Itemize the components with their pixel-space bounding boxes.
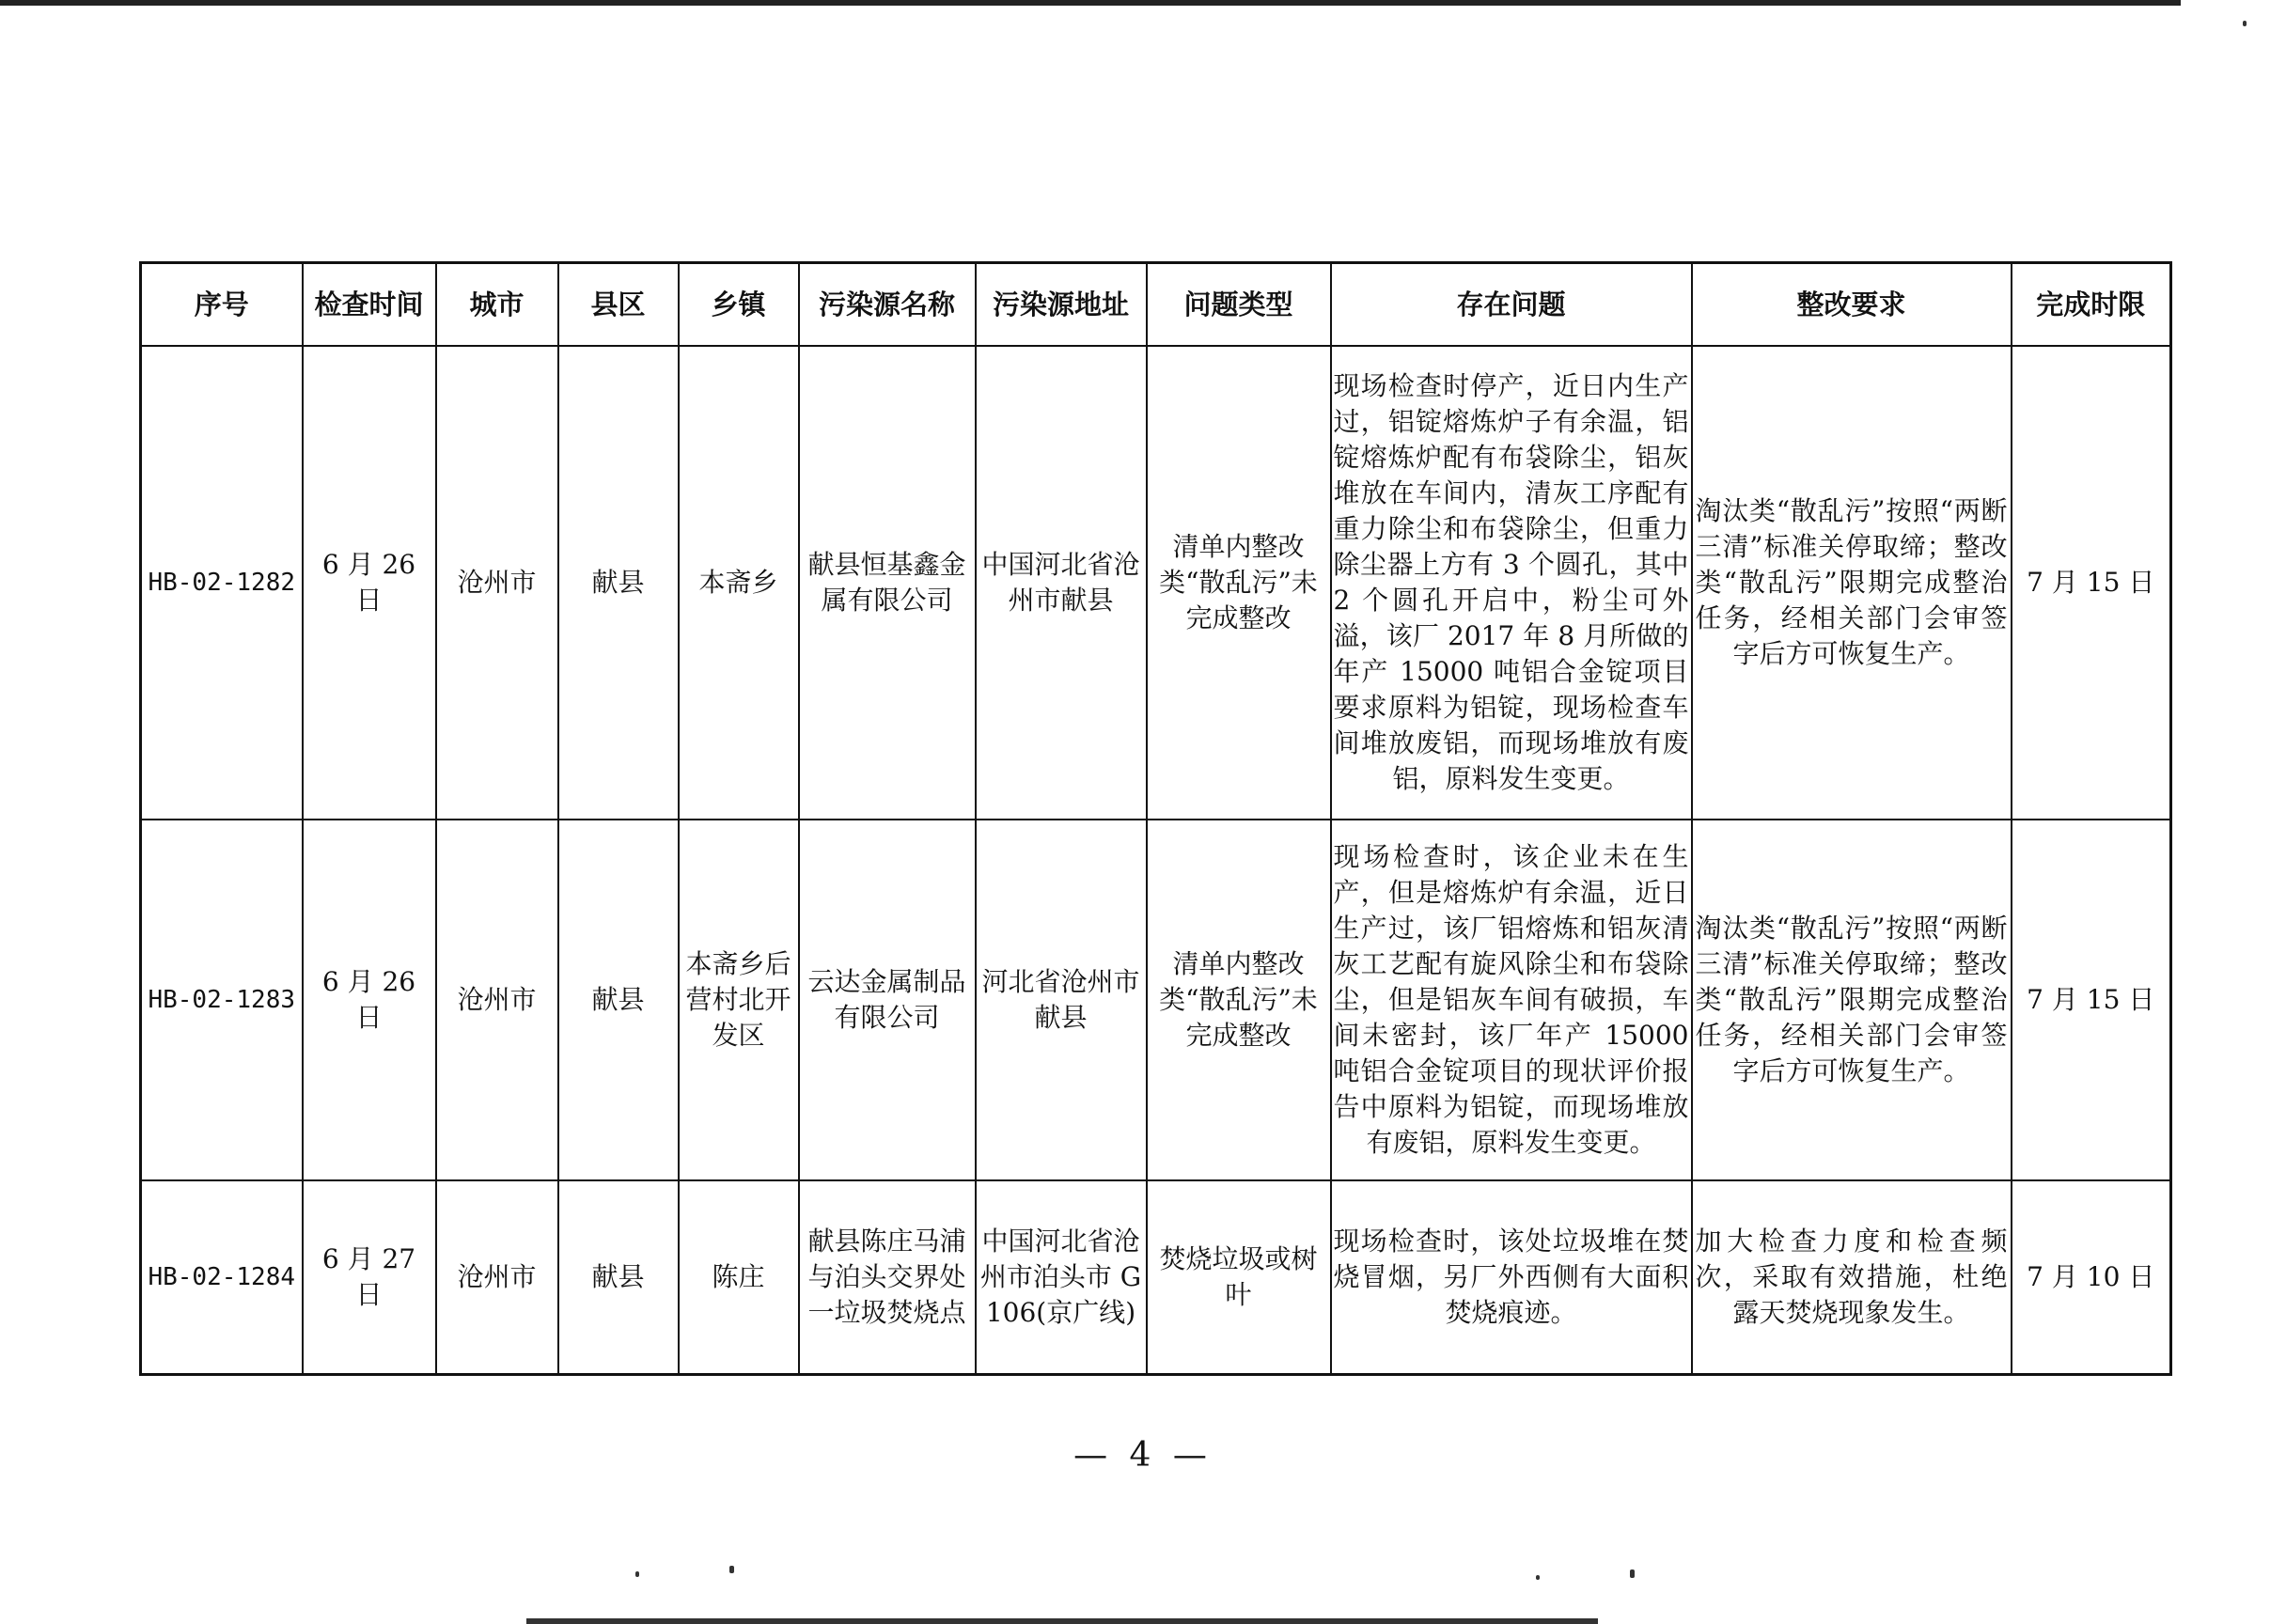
scan-speck — [1536, 1575, 1540, 1580]
cell-city: 沧州市 — [436, 1180, 558, 1374]
inspection-table — [139, 261, 2172, 1376]
cell-deadline: 7 月 15 日 — [2012, 346, 2171, 820]
header-county: 县区 — [558, 263, 679, 347]
cell-requirement: 淘汰类“散乱污”按照“两断三清”标准关停取缔；整改类“散乱污”限期完成整治任务，经相关部门会审签字后方可恢复生产。 — [1692, 346, 2012, 820]
cell-serial: HB-02-1284 — [141, 1180, 303, 1374]
table-header-row — [141, 263, 2171, 347]
cell-serial: HB-02-1283 — [141, 820, 303, 1180]
header-serial: 序号 — [141, 263, 303, 347]
header-issue-type: 问题类型 — [1147, 263, 1331, 347]
cell-source-name: 献县恒基鑫金属有限公司 — [799, 346, 976, 820]
cell-county: 献县 — [558, 1180, 679, 1374]
header-inspection-date: 检查时间 — [303, 263, 436, 347]
cell-requirement: 淘汰类“散乱污”按照“两断三清”标准关停取缔；整改类“散乱污”限期完成整治任务，经相关部门会审签字后方可恢复生产。 — [1692, 820, 2012, 1180]
cell-town: 本斋乡 — [679, 346, 799, 820]
table-row — [141, 346, 2171, 820]
top-border-line — [0, 0, 2181, 6]
cell-requirement: 加大检查力度和检查频次，采取有效措施，杜绝露天焚烧现象发生。 — [1692, 1180, 2012, 1374]
cell-issue-type: 焚烧垃圾或树叶 — [1147, 1180, 1331, 1374]
header-source-address: 污染源地址 — [976, 263, 1147, 347]
cell-issue-type: 清单内整改类“散乱污”未完成整改 — [1147, 346, 1331, 820]
cell-issue-type: 清单内整改类“散乱污”未完成整改 — [1147, 820, 1331, 1180]
header-problem: 存在问题 — [1331, 263, 1692, 347]
cell-address: 中国河北省沧州市献县 — [976, 346, 1147, 820]
cell-deadline: 7 月 10 日 — [2012, 1180, 2171, 1374]
cell-source-name: 云达金属制品有限公司 — [799, 820, 976, 1180]
page-number: — 4 — — [1073, 1436, 1213, 1475]
scan-speck — [635, 1571, 639, 1577]
header-requirement: 整改要求 — [1692, 263, 2012, 347]
scan-speck — [1630, 1569, 1635, 1578]
cell-address: 中国河北省沧州市泊头市 G106(京广线) — [976, 1180, 1147, 1374]
cell-county: 献县 — [558, 820, 679, 1180]
cell-address: 河北省沧州市献县 — [976, 820, 1147, 1180]
cell-town: 陈庄 — [679, 1180, 799, 1374]
table-row — [141, 820, 2171, 1180]
header-city: 城市 — [436, 263, 558, 347]
cell-date: 6 月 26 日 — [303, 820, 436, 1180]
table-row — [141, 1180, 2171, 1374]
scan-speck — [729, 1566, 734, 1573]
cell-town: 本斋乡后营村北开发区 — [679, 820, 799, 1180]
cell-serial: HB-02-1282 — [141, 346, 303, 820]
cell-county: 献县 — [558, 346, 679, 820]
cell-deadline: 7 月 15 日 — [2012, 820, 2171, 1180]
scan-speck — [2243, 21, 2247, 26]
cell-problem: 现场检查时停产，近日内生产过，铝锭熔炼炉子有余温，铝锭熔炼炉配有布袋除尘，铝灰堆放在车间内，清灰工序配有重力除尘和布袋除尘，但重力除尘器上方有 3 个圆孔，其中 2 个圆孔开启中，粉尘可外溢，该厂 2017 年 8 月所做的年产 15000 吨铝合金锭项目要求原料为铝锭，现场检查车间堆放废铝，而现场堆放有废铝，原料发生变更。 — [1331, 346, 1692, 820]
cell-date: 6 月 27 日 — [303, 1180, 436, 1374]
bottom-border-line — [526, 1618, 1598, 1624]
cell-city: 沧州市 — [436, 346, 558, 820]
cell-city: 沧州市 — [436, 820, 558, 1180]
header-deadline: 完成时限 — [2012, 263, 2171, 347]
cell-date: 6 月 26 日 — [303, 346, 436, 820]
cell-problem: 现场检查时，该企业未在生产，但是熔炼炉有余温，近日生产过，该厂铝熔炼和铝灰清灰工艺配有旋风除尘和布袋除尘，但是铝灰车间有破损，车间未密封，该厂年产 15000 吨铝合金锭项目的现状评价报告中原料为铝锭，而现场堆放有废铝，原料发生变更。 — [1331, 820, 1692, 1180]
header-town: 乡镇 — [679, 263, 799, 347]
header-source-name: 污染源名称 — [799, 263, 976, 347]
cell-problem: 现场检查时，该处垃圾堆在焚烧冒烟，另厂外西侧有大面积焚烧痕迹。 — [1331, 1180, 1692, 1374]
cell-source-name: 献县陈庄马浦与泊头交界处一垃圾焚烧点 — [799, 1180, 976, 1374]
